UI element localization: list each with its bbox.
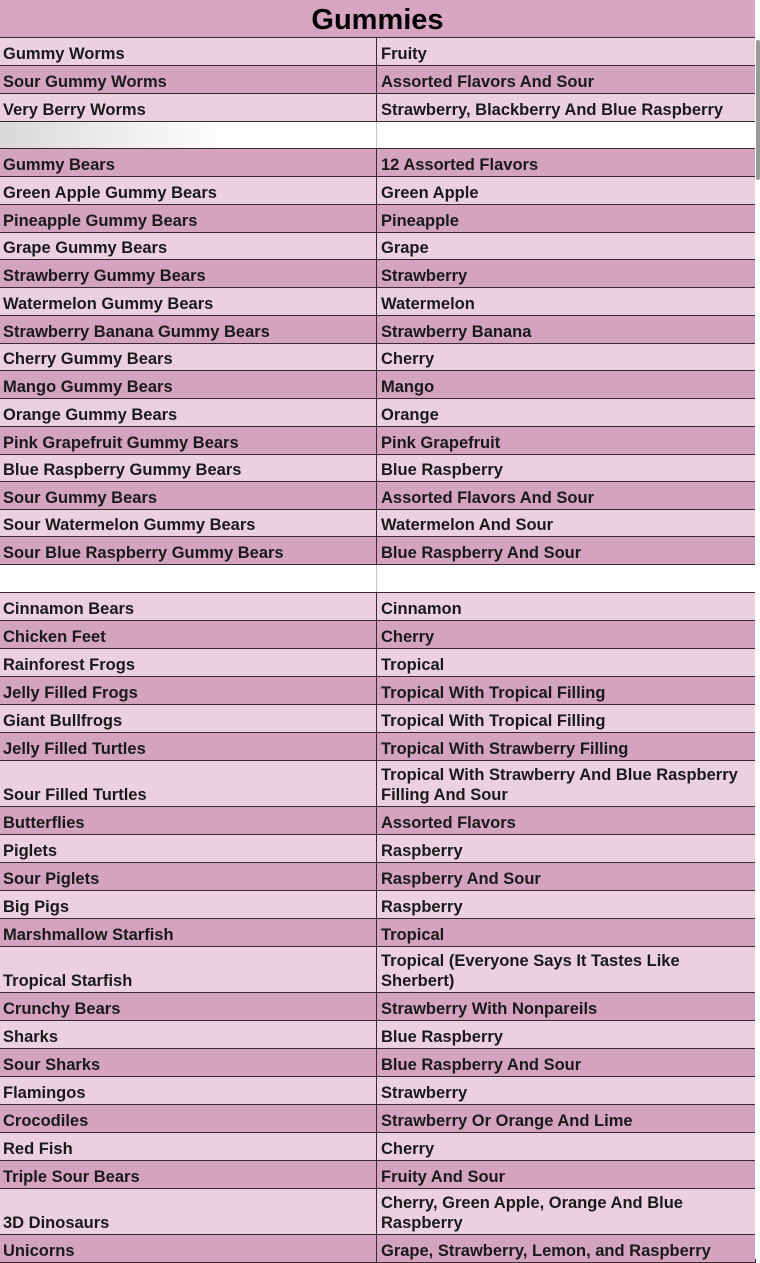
table-row (0, 344, 755, 371)
candy-name-cell[interactable]: Mango Gummy Bears (0, 371, 377, 398)
flavor-cell[interactable]: Pineapple (381, 212, 459, 230)
table-row (0, 455, 755, 482)
flavor-cell[interactable]: Strawberry (381, 1084, 468, 1102)
table-row (0, 233, 755, 260)
table-body (0, 38, 755, 1263)
table-row (0, 399, 755, 427)
candy-name-cell[interactable]: Tropical Starfish (0, 947, 377, 992)
flavor-cell[interactable]: Strawberry Or Orange And Lime (381, 1112, 633, 1130)
candy-name-cell[interactable]: Crocodiles (0, 1105, 377, 1132)
candy-name-cell[interactable]: Unicorns (0, 1235, 377, 1262)
flavor-cell[interactable]: 12 Assorted Flavors (381, 156, 539, 174)
flavor-cell[interactable]: Tropical (Everyone Says It Tastes Like Sherbert) (381, 952, 680, 990)
table-row (0, 38, 755, 66)
table-row (0, 510, 755, 537)
table-row (0, 177, 755, 205)
candy-name-cell[interactable]: Butterflies (0, 807, 377, 834)
table-row (0, 316, 755, 344)
table-row (0, 1189, 755, 1235)
table-row (0, 621, 755, 649)
flavor-cell[interactable]: Assorted Flavors And Sour (381, 489, 595, 507)
flavor-cell[interactable]: Tropical (381, 926, 445, 944)
flavor-cell[interactable]: Raspberry And Sour (381, 870, 541, 888)
candy-name-cell[interactable]: Triple Sour Bears (0, 1161, 377, 1188)
table-row (0, 705, 755, 733)
candy-name-cell[interactable]: Pineapple Gummy Bears (0, 205, 377, 232)
table-row (0, 1133, 755, 1161)
flavor-cell[interactable]: Tropical (381, 656, 445, 674)
candy-name-cell[interactable]: Sour Filled Turtles (0, 761, 377, 806)
flavor-cell[interactable]: Blue Raspberry (381, 1028, 503, 1046)
flavor-cell[interactable]: Tropical With Tropical Filling (381, 712, 606, 730)
table-row (0, 733, 755, 761)
flavor-cell[interactable]: Strawberry, Blackberry And Blue Raspberry (381, 101, 724, 119)
candy-name-cell[interactable]: 3D Dinosaurs (0, 1189, 377, 1234)
candy-name-cell[interactable]: Sour Gummy Bears (0, 482, 377, 509)
candy-name-cell[interactable]: Cherry Gummy Bears (0, 344, 377, 370)
candy-name-cell[interactable]: Watermelon Gummy Bears (0, 288, 377, 315)
candy-name-cell[interactable]: Giant Bullfrogs (0, 705, 377, 732)
table-row (0, 260, 755, 288)
candy-name-cell[interactable]: Sour Watermelon Gummy Bears (0, 510, 377, 536)
flavor-cell[interactable]: Tropical With Tropical Filling (381, 684, 606, 702)
table-row (0, 537, 755, 565)
scrollbar-thumb[interactable] (756, 40, 760, 180)
candy-name-cell[interactable] (0, 565, 377, 592)
candy-name-cell[interactable]: Very Berry Worms (0, 94, 377, 121)
blank-row (0, 565, 755, 593)
table-row (0, 288, 755, 316)
candy-name-cell[interactable]: Rainforest Frogs (0, 649, 377, 676)
flavor-cell[interactable]: Raspberry (381, 898, 463, 916)
table-row (0, 149, 755, 177)
flavor-cell[interactable]: Raspberry (381, 842, 463, 860)
table-row (0, 1105, 755, 1133)
flavor-cell[interactable]: Cinnamon (381, 600, 462, 618)
table-row (0, 919, 755, 947)
table-row (0, 205, 755, 233)
flavor-cell[interactable]: Green Apple (381, 184, 479, 202)
candy-name-cell[interactable]: Sour Piglets (0, 863, 377, 890)
flavor-cell[interactable]: Assorted Flavors And Sour (381, 73, 595, 91)
flavor-cell[interactable]: Fruity And Sour (381, 1168, 506, 1186)
table-row (0, 1049, 755, 1077)
flavor-cell[interactable]: Fruity (381, 45, 427, 63)
table-row (0, 482, 755, 510)
candy-name-cell[interactable]: Flamingos (0, 1077, 377, 1104)
table-row (0, 1021, 755, 1049)
flavor-cell[interactable]: Strawberry With Nonpareils (381, 1000, 598, 1018)
flavor-cell[interactable]: Strawberry (381, 267, 468, 285)
flavor-cell[interactable]: Watermelon (381, 295, 475, 313)
table-row (0, 761, 755, 807)
candy-name-cell[interactable]: Gummy Bears (0, 149, 377, 176)
flavor-cell[interactable]: Grape, Strawberry, Lemon, and Raspberry (381, 1242, 711, 1260)
flavor-cell[interactable]: Strawberry Banana (381, 323, 532, 341)
candy-name-cell[interactable]: Crunchy Bears (0, 993, 377, 1020)
candy-name-cell[interactable]: Strawberry Gummy Bears (0, 260, 377, 287)
table-row (0, 593, 755, 621)
flavor-cell[interactable]: Grape (381, 239, 429, 257)
candy-name-cell[interactable]: Sharks (0, 1021, 377, 1048)
flavor-cell[interactable]: Blue Raspberry And Sour (381, 1056, 582, 1074)
flavor-cell[interactable]: Cherry, Green Apple, Orange And Blue Raspberry (381, 1194, 683, 1232)
candy-name-cell[interactable]: Sour Sharks (0, 1049, 377, 1076)
flavor-cell[interactable]: Cherry (381, 350, 435, 368)
candy-name-cell[interactable]: Piglets (0, 835, 377, 862)
flavor-cell[interactable]: Mango (381, 378, 435, 396)
table-row (0, 835, 755, 863)
candy-name-cell[interactable]: Marshmallow Starfish (0, 919, 377, 946)
candy-name-cell[interactable]: Green Apple Gummy Bears (0, 177, 377, 204)
table-row (0, 993, 755, 1021)
candy-name-cell[interactable]: Chicken Feet (0, 621, 377, 648)
sheet-title: Gummies (0, 0, 755, 38)
flavor-cell[interactable]: Tropical With Strawberry And Blue Raspberry Filling And Sour (381, 766, 738, 804)
candy-name-cell[interactable]: Pink Grapefruit Gummy Bears (0, 427, 377, 454)
flavor-cell[interactable]: Pink Grapefruit (381, 434, 501, 452)
candy-name-cell[interactable]: Jelly Filled Frogs (0, 677, 377, 704)
candy-name-cell[interactable]: Gummy Worms (0, 38, 377, 65)
flavor-cell[interactable] (377, 122, 755, 148)
table-row (0, 427, 755, 455)
table-row (0, 649, 755, 677)
table-row (0, 807, 755, 835)
flavor-cell[interactable]: Tropical With Strawberry Filling (381, 740, 629, 758)
candy-name-cell[interactable]: Grape Gummy Bears (0, 233, 377, 259)
table-row (0, 94, 755, 122)
table-row (0, 863, 755, 891)
table-row (0, 677, 755, 705)
candy-name-cell[interactable]: Strawberry Banana Gummy Bears (0, 316, 377, 343)
table-row (0, 1161, 755, 1189)
flavor-cell[interactable]: Cherry (381, 628, 435, 646)
table-row (0, 1077, 755, 1105)
scrollbar[interactable] (755, 0, 760, 1259)
flavor-cell[interactable]: Blue Raspberry (381, 461, 503, 479)
flavor-cell[interactable]: Cherry (381, 1140, 435, 1158)
candy-name-cell[interactable]: Blue Raspberry Gummy Bears (0, 455, 377, 481)
table-row (0, 66, 755, 94)
candy-name-cell[interactable]: Sour Blue Raspberry Gummy Bears (0, 537, 377, 564)
table-row (0, 891, 755, 919)
candy-name-cell[interactable]: Red Fish (0, 1133, 377, 1160)
candy-name-cell[interactable]: Big Pigs (0, 891, 377, 918)
flavor-cell[interactable]: Orange (381, 406, 439, 424)
flavor-cell[interactable] (377, 565, 755, 592)
table-row (0, 371, 755, 399)
candy-name-cell[interactable]: Jelly Filled Turtles (0, 733, 377, 760)
flavor-cell[interactable]: Blue Raspberry And Sour (381, 544, 582, 562)
candy-name-cell[interactable]: Sour Gummy Worms (0, 66, 377, 93)
blank-row (0, 122, 755, 149)
flavor-cell[interactable]: Assorted Flavors (381, 814, 516, 832)
flavor-cell[interactable]: Watermelon And Sour (381, 516, 554, 534)
candy-name-cell[interactable]: Cinnamon Bears (0, 593, 377, 620)
candy-name-cell[interactable] (0, 122, 377, 148)
table-row (0, 947, 755, 993)
candy-name-cell[interactable]: Orange Gummy Bears (0, 399, 377, 426)
